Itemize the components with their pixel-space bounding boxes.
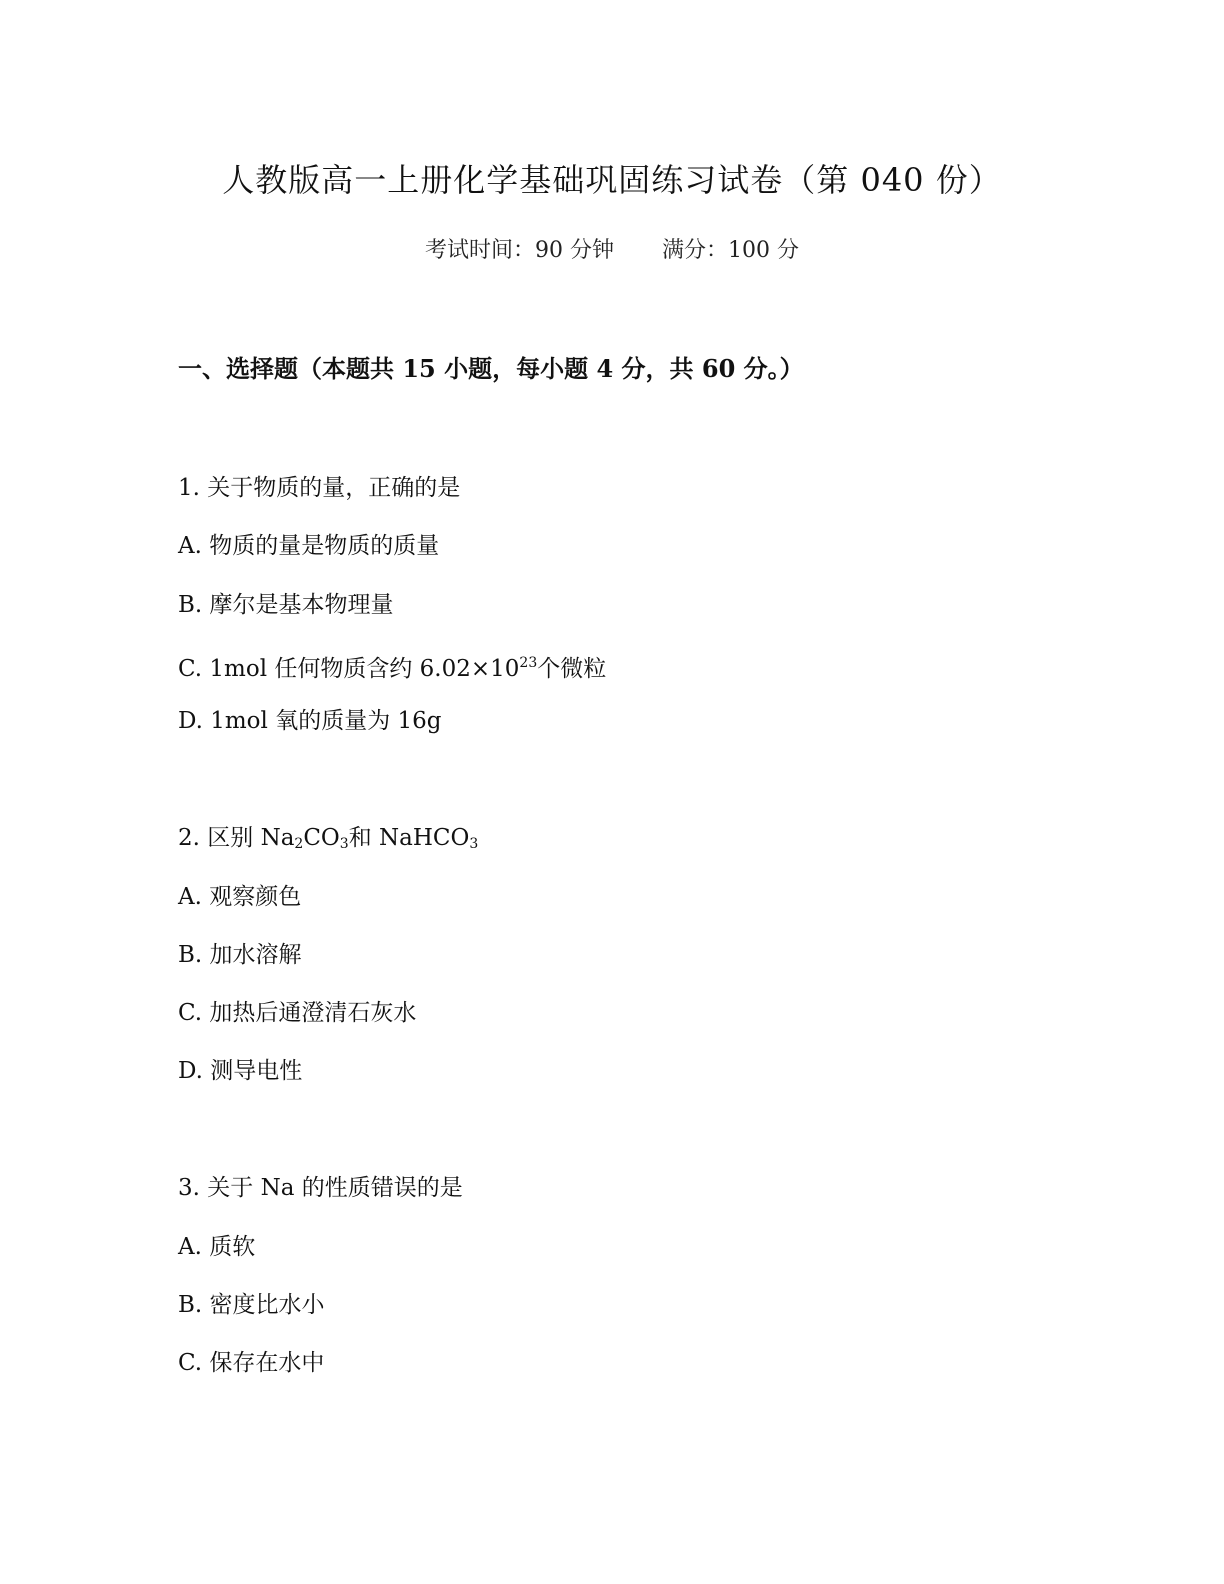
question-3-option-b: B. 密度比水小	[178, 1292, 325, 1318]
question-1-stem: 1. 关于物质的量，正确的是	[178, 475, 461, 501]
question-2-stem	[178, 822, 478, 860]
section-heading: 一、选择题（本题共 15 小题，每小题 4 分，共 60 分。）	[178, 354, 804, 383]
question-3-option-c: C. 保存在水中	[178, 1350, 325, 1376]
question-1-option-c	[178, 647, 606, 685]
exponent: 23	[519, 655, 538, 671]
exam-score: 满分：100 分	[662, 238, 799, 263]
question-1-option-b: B. 摩尔是基本物理量	[178, 592, 394, 618]
subscript: 2	[294, 836, 304, 852]
exam-time: 考试时间：90 分钟	[425, 238, 614, 263]
option-c-text-prefix: C. 1mol 任何物质含约 6.02×10	[178, 656, 520, 682]
question-3-option-a: A. 质软	[178, 1234, 256, 1260]
question-2-option-c: C. 加热后通澄清石灰水	[178, 1000, 417, 1026]
question-2-option-b: B. 加水溶解	[178, 942, 302, 968]
question-3-stem: 3. 关于 Na 的性质错误的是	[178, 1175, 463, 1201]
subscript: 3	[339, 836, 349, 852]
stem-mid: 和 NaHCO	[348, 825, 470, 851]
question-2-option-d: D. 测导电性	[178, 1058, 303, 1084]
question-1-option-d: D. 1mol 氧的质量为 16g	[178, 708, 442, 734]
stem-mid: CO	[303, 825, 340, 851]
exam-title: 人教版高一上册化学基础巩固练习试卷（第 040 份）	[222, 161, 1002, 199]
question-1-option-a: A. 物质的量是物质的质量	[178, 533, 440, 559]
option-c-text-suffix: 个微粒	[537, 656, 607, 682]
subscript: 3	[469, 836, 479, 852]
stem-prefix: 2. 区别 Na	[178, 825, 295, 851]
question-2-option-a: A. 观察颜色	[178, 884, 302, 910]
exam-meta	[0, 236, 1224, 266]
